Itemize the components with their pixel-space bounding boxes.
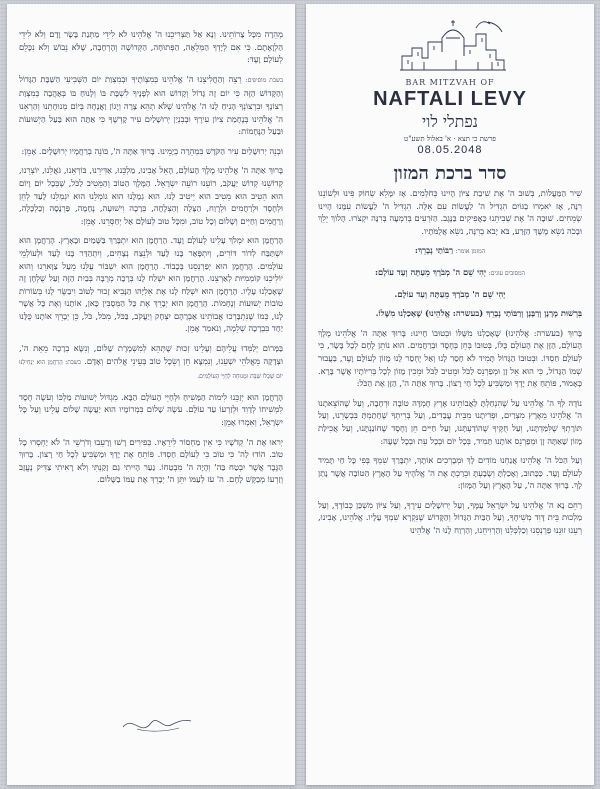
paragraph-8: יְראוּ אֶת ה' קְדֹשָׁיו כִּי אֵין מַחְסוֹר לִירֵאָיו. כְּפִירִים רָשׁוּ וְרָעֵבוּ וְדֹרְשֵׁי ה' לֹא יַחְסְרוּ כָל טוֹב. הוֹדוּ לַה' כִּי טוֹב כִּי לְעוֹלָם חַסְדּוֹ. פּוֹתֵחַ אֶת יָדֶךָ וּמַשְׂבִּיעַ לְכָל חַי רָצוֹן. בָּרוּךְ הַגֶּבֶר אֲשֶׁר יִבְטַח בַּה' וְהָיָה ה' מִבְטַחוֹ. נַעַר הָיִיתִי גַם זָקַנְתִּי וְלֹא רָאִיתִי צַדִּיק נֶעֱזָב וְזַרְעוֹ מְבַקֶּשׁ לָחֶם. ה' עֹז לְעַמּוֹ יִתֵּן ה' יְבָרֵךְ אֶת עַמּוֹ בַשָּׁלוֹם. <box>19 436 283 485</box>
blessing-4: רַחֵם נָא ה' אֱלֹהֵינוּ עַל יִשְׂרָאֵל עַמֶּךָ, וְעַל יְרוּשָׁלַיִם עִירֶךָ, וְעַל צִיּוֹן מִשְׁכַּן כְּבוֹדֶךָ, וְעַל מַלְכוּת בֵּית דָּוִד מְשִׁיחֶךָ, וְעַל הַבַּיִת הַגָּדוֹל וְהַקָּדוֹשׁ שֶׁנִּקְרָא שִׁמְךָ עָלָיו. אֱלֹהֵינוּ, אָבִינוּ, רְעֵנוּ זוּנֵנוּ פַרְנְסֵנוּ וְכַלְכְּלֵנוּ וְהַרְוִיחֵנוּ, וְהַרְוַח לָנוּ ה' אֱלֹהֵינוּ <box>318 499 582 536</box>
name-hebrew: נפתלי לוי <box>422 112 478 131</box>
shabbat-note: בשבת מוסיפים: <box>245 76 283 84</box>
response-label: המסובים עונים: <box>488 269 526 277</box>
zimun-line <box>318 244 582 259</box>
zimun-text: רַבּוֹתַי נְבָרֵךְ: <box>414 245 454 256</box>
left-card-text <box>7 4 295 486</box>
page-title: סדר ברכת המזון <box>393 163 507 184</box>
bamarom-text: בַּמָּרוֹם יְלַמְּדוּ עֲלֵיהֶם וְעָלֵינוּ זְכוּת שֶׁתְּהֵא לְמִשְׁמֶרֶת שָׁלוֹם, וְנִשָּׂא בְרָכָה מֵאֵת ה', וּצְדָקָה מֵאֱלֹהֵי יִשְׁעֵנוּ, וְנִמְצָא חֵן וְשֵׂכֶל טוֹב בְּעֵינֵי אֱלֹהִים וְאָדָם. <box>19 343 284 366</box>
eyebrow-text: BAR MITZVAH OF <box>405 78 495 87</box>
shabbat-harachaman-note: בשבת: הָרַחֲמָן הוּא יַנְחִילֵנוּ יוֹם שֶׁכֻּלּוֹ שַׁבָּת וּמְנוּחָה לְחַיֵּי הָעוֹלָמִים. <box>19 358 283 381</box>
zimun-label: המזמן אומר: <box>455 248 486 256</box>
date-english: 08.05.2048 <box>417 144 483 156</box>
paragraph-4: בָּרוּךְ אַתָּה ה' אֱלֹהֵינוּ מֶלֶךְ הָעוֹלָם, הָאֵל אָבִינוּ, מַלְכֵּנוּ, אַדִּירֵנוּ, בּוֹרְאֵנוּ, גֹּאֲלֵנוּ, יוֹצְרֵנוּ, קְדוֹשֵׁנוּ קְדוֹשׁ יַעֲקֹב, רוֹעֵנוּ רוֹעֵה יִשְׂרָאֵל. הַמֶּלֶךְ הַטּוֹב וְהַמֵּטִיב לַכֹּל, שֶׁבְּכָל יוֹם וָיוֹם הוּא הֵטִיב הוּא מֵטִיב הוּא יֵיטִיב לָנוּ. הוּא גְמָלָנוּ הוּא גוֹמְלֵנוּ הוּא יִגְמְלֵנוּ לָעַד לְחֵן וּלְחֶסֶד וּלְרַחֲמִים וּלְרֶוַח, הַצָּלָה וְהַצְלָחָה, בְּרָכָה וִישׁוּעָה, נֶחָמָה, פַּרְנָסָה וְכַלְכָּלָה, וְרַחֲמִים וְחַיִּים וְשָׁלוֹם וְכָל טוֹב, וּמִכָּל טוּב לְעוֹלָם אַל יְחַסְּרֵנוּ. אָמֵן: <box>19 165 283 226</box>
date-hebrew: פרשת כי תצא · א' באלול תשע"ט <box>404 135 496 143</box>
paragraph-5: הָרַחֲמָן הוּא יִמְלֹךְ עָלֵינוּ לְעוֹלָם וָעֶד. הָרַחֲמָן הוּא יִתְבָּרַךְ בַּשָּׁמַיִם וּבָאָרֶץ. הָרַחֲמָן הוּא יִשְׁתַּבַּח לְדוֹר דּוֹרִים, וְיִתְפָּאַר בָּנוּ לָעַד וּלְנֵצַח נְצָחִים, וְיִתְהַדַּר בָּנוּ לָעַד וּלְעוֹלְמֵי עוֹלָמִים. הָרַחֲמָן הוּא יְפַרְנְסֵנוּ בְּכָבוֹד. הָרַחֲמָן הוּא יִשְׁבּוֹר עֻלֵּנוּ מֵעַל צַוָּארֵנוּ וְהוּא יוֹלִיכֵנוּ קוֹמְמִיּוּת לְאַרְצֵנוּ. הָרַחֲמָן הוּא יִשְׁלַח לָנוּ בְּרָכָה מְרֻבָּה בְּבַיִת הַזֶּה וְעַל שֻׁלְחָן זֶה שֶׁאָכַלְנוּ עָלָיו. הָרַחֲמָן הוּא יִשְׁלַח לָנוּ אֶת אֵלִיָּהוּ הַנָּבִיא זָכוּר לַטּוֹב וִיבַשֶּׂר לָנוּ בְּשׂוֹרוֹת טוֹבוֹת יְשׁוּעוֹת וְנֶחָמוֹת. הָרַחֲמָן הוּא יְבָרֵךְ אֶת כָּל הַמְּסֻבִּין כָּאן, אוֹתָנוּ וְאֶת כָּל אֲשֶׁר לָנוּ, כְּמוֹ שֶׁנִּתְבָּרְכוּ אֲבוֹתֵינוּ אַבְרָהָם יִצְחָק וְיַעֲקֹב, בַּכֹּל, מִכֹּל, כֹּל, כֵּן יְבָרֵךְ אוֹתָנוּ כֻּלָּנוּ יַחַד בִּבְרָכָה שְׁלֵמָה, וְנֹאמַר אָמֵן. <box>19 235 283 334</box>
psalm-paragraph: שִׁיר הַמַּעֲלוֹת, בְּשׁוּב ה' אֶת שִׁיבַת צִיּוֹן הָיִינוּ כְּחֹלְמִים. אָז יִמָּלֵא שְׂחוֹק פִּינוּ וּלְשׁוֹנֵנוּ רִנָּה, אָז יֹאמְרוּ בַגּוֹיִם הִגְדִּיל ה' לַעֲשׂוֹת עִם אֵלֶּה. הִגְדִּיל ה' לַעֲשׂוֹת עִמָּנוּ הָיִינוּ שְׂמֵחִים. שׁוּבָה ה' אֶת שְׁבִיתֵנוּ כַּאֲפִיקִים בַּנֶּגֶב. הַזֹּרְעִים בְּדִמְעָה בְּרִנָּה יִקְצֹרוּ. הָלוֹךְ יֵלֵךְ וּבָכֹה נֹשֵׂא מֶשֶׁךְ הַזָּרַע, בֹּא יָבֹא בְרִנָּה, נֹשֵׂא אֲלֻמֹּתָיו. <box>318 188 582 236</box>
paragraph-1: מְהֵרָה מִכָּל צָרוֹתֵינוּ. וְנָא אַל תַּצְרִיכֵנוּ ה' אֱלֹהֵינוּ לֹא לִידֵי מַתְּנַת בָּשָׂר וָדָם וְלֹא לִידֵי הַלְוָאָתָם. כִּי אִם לְיָדְךָ הַמְּלֵאָה, הַפְּתוּחָה, הַקְּדוֹשָׁה וְהָרְחָבָה, שֶׁלֹּא נֵבוֹשׁ וְלֹא נִכָּלֵם לְעוֹלָם וָעֶד: <box>19 29 283 65</box>
blessing-1: בָּרוּךְ (בעשרה: אֱלֹהֵינוּ) שֶׁאָכַלְנוּ מִשֶּׁלּוֹ וּבְטוּבוֹ חָיִינוּ: בָּרוּךְ אַתָּה ה' אֱלֹהֵינוּ מֶלֶךְ הָעוֹלָם, הַזָּן אֶת הָעוֹלָם כֻּלּוֹ, בְּטוּבוֹ בְּחֵן בְּחֶסֶד וּבְרַחֲמִים. הוּא נוֹתֵן לֶחֶם לְכָל בָּשָׂר, כִּי לְעוֹלָם חַסְדּוֹ. וּבְטוּבוֹ הַגָּדוֹל תָּמִיד לֹא חָסַר לָנוּ וְאַל יֶחְסַר לָנוּ מָזוֹן לְעוֹלָם וָעֶד, בַּעֲבוּר שְׁמוֹ הַגָּדוֹל, כִּי הוּא אֵל זָן וּמְפַרְנֵס לַכֹּל וּמֵטִיב לַכֹּל וּמֵכִין מָזוֹן לְכָל בְּרִיּוֹתָיו אֲשֶׁר בָּרָא. כָּאָמוּר, פּוֹתֵחַ אֶת יָדֶךָ וּמַשְׂבִּיעַ לְכָל חַי רָצוֹן. בָּרוּךְ אַתָּה ה', הַזָּן אֶת הַכֹּל: <box>318 327 582 389</box>
blessing-3: וְעַל הַכֹּל ה' אֱלֹהֵינוּ אֲנַחְנוּ מוֹדִים לָךְ וּמְבָרְכִים אוֹתָךְ, יִתְבָּרַךְ שִׁמְךָ בְּפִי כָּל חַי תָּמִיד לְעוֹלָם וָעֶד. כַּכָּתוּב, וְאָכַלְתָּ וְשָׂבָעְתָּ וּבֵרַכְתָּ אֶת ה' אֱלֹהֶיךָ עַל הָאָרֶץ הַטּוֹבָה אֲשֶׁר נָתַן לָךְ. בָּרוּךְ אַתָּה ה', עַל הָאָרֶץ וְעַל הַמָּזוֹן: <box>318 455 582 491</box>
response-line-2: יְהִי שֵׁם ה' מְבֹרָךְ מֵעַתָּה וְעַד עוֹלָם. <box>394 288 506 299</box>
jerusalem-skyline-icon <box>398 12 508 76</box>
paragraph-7: הָרַחֲמָן הוּא יְזַכֵּנוּ לִימוֹת הַמָּשִׁיחַ וּלְחַיֵּי הָעוֹלָם הַבָּא. מִגְדּוֹל יְשׁוּעוֹת מַלְכּוֹ וְעֹשֶׂה חֶסֶד לִמְשִׁיחוֹ לְדָוִד וּלְזַרְעוֹ עַד עוֹלָם. עֹשֶׂה שָׁלוֹם בִּמְרוֹמָיו הוּא יַעֲשֶׂה שָׁלוֹם עָלֵינוּ וְעַל כָּל יִשְׂרָאֵל, וְאִמְרוּ אָמֵן: <box>19 391 283 428</box>
cover-header <box>306 78 594 184</box>
signature-flourish-icon <box>117 707 197 737</box>
paragraph-6 <box>19 342 283 384</box>
paragraph-2 <box>19 73 283 138</box>
retzei-text: רְצֵה וְהַחֲלִיצֵנוּ ה' אֱלֹהֵינוּ בְּמִצְוֹתֶיךָ וּבְמִצְוַת יוֹם הַשְּׁבִיעִי הַשַּׁבָּת הַגָּדוֹל וְהַקָּדוֹשׁ הַזֶּה כִּי יוֹם זֶה גָּדוֹל וְקָדוֹשׁ הוּא לְפָנֶיךָ לִשְׁבָּת בּוֹ וְלָנוּחַ בּוֹ בְּאַהֲבָה כְּמִצְוַת רְצוֹנֶךָ וּבִרְצוֹנְךָ הָנִיחַ לָנוּ ה' אֱלֹהֵינוּ שֶׁלֹּא תְהֵא צָרָה וְיָגוֹן וַאֲנָחָה בְּיוֹם מְנוּחָתֵנוּ וְהַרְאֵנוּ ה' אֱלֹהֵינוּ בְּנֶחָמַת צִיּוֹן עִירֶךָ וּבְבִנְיַן יְרוּשָׁלַיִם עִיר קָדְשֶׁךָ כִּי אַתָּה הוּא בַּעַל הַיְשׁוּעוֹת וּבַעַל הַנֶּחָמוֹת: <box>19 73 283 137</box>
blessing-2: נוֹדֶה לְּךָ ה' אֱלֹהֵינוּ עַל שֶׁהִנְחַלְתָּ לַאֲבוֹתֵינוּ אֶרֶץ חֶמְדָּה טוֹבָה וּרְחָבָה, וְעַל שֶׁהוֹצֵאתָנוּ ה' אֱלֹהֵינוּ מֵאֶרֶץ מִצְרַיִם, וּפְדִיתָנוּ מִבֵּית עֲבָדִים, וְעַל בְּרִיתְךָ שֶׁחָתַמְתָּ בִּבְשָׂרֵנוּ, וְעַל תּוֹרָתְךָ שֶׁלִּמַּדְתָּנוּ, וְעַל חֻקֶּיךָ שֶׁהוֹדַעְתָּנוּ, וְעַל חַיִּים חֵן וָחֶסֶד שֶׁחוֹנַנְתָּנוּ, וְעַל אֲכִילַת מָזוֹן שָׁאַתָּה זָן וּמְפַרְנֵס אוֹתָנוּ תָּמִיד, בְּכָל יוֹם וּבְכָל עֵת וּבְכָל שָׁעָה: <box>318 397 582 446</box>
name-english: NAFTALI LEVY <box>373 88 527 110</box>
response-line-1 <box>318 266 582 281</box>
birshut-line: בִּרְשׁוּת מָרָנָן וְרַבָּנָן וְרַבּוֹתַי נְבָרֵךְ (בעשרה: אֱלֹהֵינוּ) שֶׁאָכַלְנוּ מִשֶּׁלוֹ. <box>375 308 582 319</box>
paragraph-3: וּבְנֵה יְרוּשָׁלַיִם עִיר הַקֹּדֶשׁ בִּמְהֵרָה בְיָמֵינוּ. בָּרוּךְ אַתָּה ה', בּוֹנֵה בְרַחֲמָיו יְרוּשָׁלָיִם. אָמֵן: <box>21 145 283 156</box>
response-text-1: יְהִי שֵׁם ה' מְבֹרָךְ מֵעַתָּה וְעַד עוֹלָם: <box>374 266 487 277</box>
right-card-text <box>306 187 594 544</box>
left-card <box>7 4 295 785</box>
right-card <box>306 4 594 785</box>
